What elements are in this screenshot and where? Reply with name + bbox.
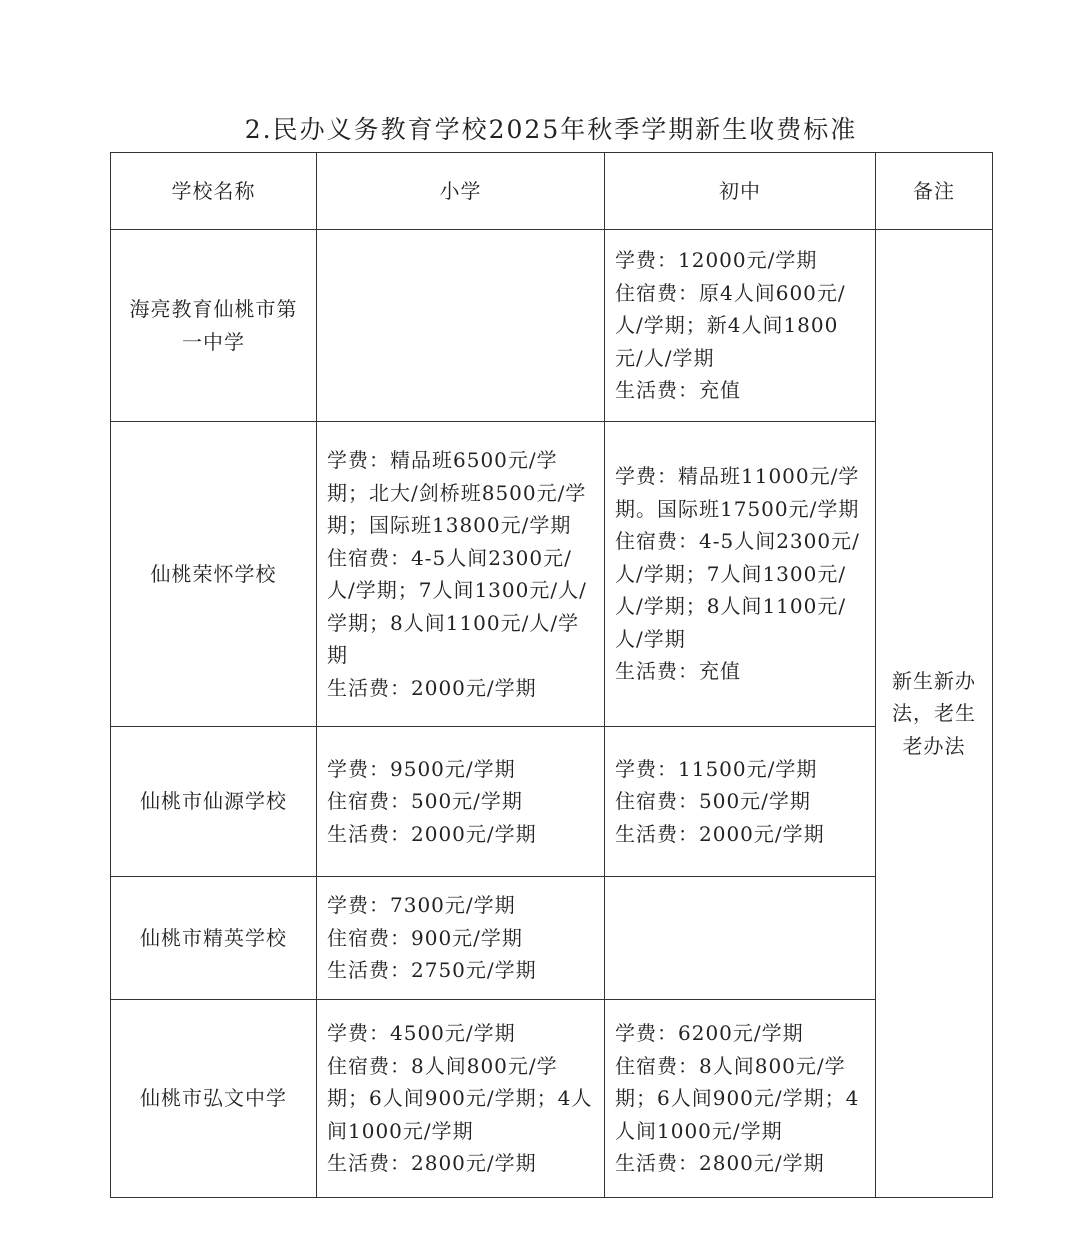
fee-line: 学费：6200元/学期 [615, 1021, 804, 1046]
fee-line: 学费：11500元/学期 [615, 756, 818, 781]
table-row [111, 1000, 993, 1198]
school-name: 仙桃市弘文中学 [111, 1000, 317, 1198]
fee-line: 生活费：2000元/学期 [327, 675, 537, 700]
middle-fees [605, 422, 876, 727]
fee-line: 学费：7300元/学期 [327, 893, 516, 918]
school-name: 海亮教育仙桃市第一中学 [111, 230, 317, 422]
fee-line: 生活费：2000元/学期 [327, 821, 537, 846]
header-row [111, 153, 993, 230]
fee-line: 生活费：2800元/学期 [615, 1151, 825, 1176]
fee-line: 生活费：2750元/学期 [327, 958, 537, 983]
fee-line: 生活费：2000元/学期 [615, 821, 825, 846]
middle-fees [605, 1000, 876, 1198]
fee-line: 住宿费：500元/学期 [615, 789, 811, 814]
middle-fees [605, 877, 876, 1000]
primary-fees [317, 727, 605, 877]
header-school-name: 学校名称 [111, 153, 317, 230]
page-title: 2.民办义务教育学校2025年秋季学期新生收费标准 [244, 115, 858, 144]
fee-line: 住宿费：500元/学期 [327, 789, 523, 814]
fee-line: 生活费：2800元/学期 [327, 1151, 537, 1176]
primary-fees [317, 1000, 605, 1198]
fee-line: 住宿费：8人间800元/学期；6人间900元/学期；4人间1000元/学期 [615, 1053, 860, 1143]
middle-fees [605, 727, 876, 877]
fee-line: 住宿费：4-5人间2300元/人/学期；7人间1300元/人/学期；8人间1100元/人/学期 [327, 545, 587, 667]
school-name: 仙桃荣怀学校 [111, 422, 317, 727]
fee-line: 住宿费：4-5人间2300元/人/学期；7人间1300元/人/学期；8人间1100元/人/学期 [615, 529, 860, 651]
school-name: 仙桃市仙源学校 [111, 727, 317, 877]
primary-fees [317, 422, 605, 727]
fee-line: 住宿费：900元/学期 [327, 925, 523, 950]
remark-cell: 新生新办法，老生老办法 [876, 230, 993, 1198]
table-row [111, 230, 993, 422]
fee-table [110, 152, 993, 1198]
fee-line: 住宿费：8人间800元/学期；6人间900元/学期；4人间1000元/学期 [327, 1053, 593, 1143]
fee-line: 生活费：充值 [615, 659, 741, 684]
table-row [111, 727, 993, 877]
primary-fees [317, 877, 605, 1000]
fee-line: 学费：12000元/学期 [615, 248, 818, 273]
school-name: 仙桃市精英学校 [111, 877, 317, 1000]
middle-fees [605, 230, 876, 422]
fee-line: 住宿费：原4人间600元/人/学期；新4人间1800元/人/学期 [615, 280, 846, 370]
fee-line: 学费：9500元/学期 [327, 756, 516, 781]
fee-line: 生活费：充值 [615, 378, 741, 403]
fee-line: 学费：精品班11000元/学期。国际班17500元/学期 [615, 464, 860, 521]
table-row [111, 877, 993, 1000]
header-middle: 初中 [605, 153, 876, 230]
header-primary: 小学 [317, 153, 605, 230]
fee-line: 学费：4500元/学期 [327, 1021, 516, 1046]
fee-line: 学费：精品班6500元/学期；北大/剑桥班8500元/学期；国际班13800元/学期 [327, 448, 587, 537]
primary-fees [317, 230, 605, 422]
header-remark: 备注 [876, 153, 993, 230]
table-row [111, 422, 993, 727]
